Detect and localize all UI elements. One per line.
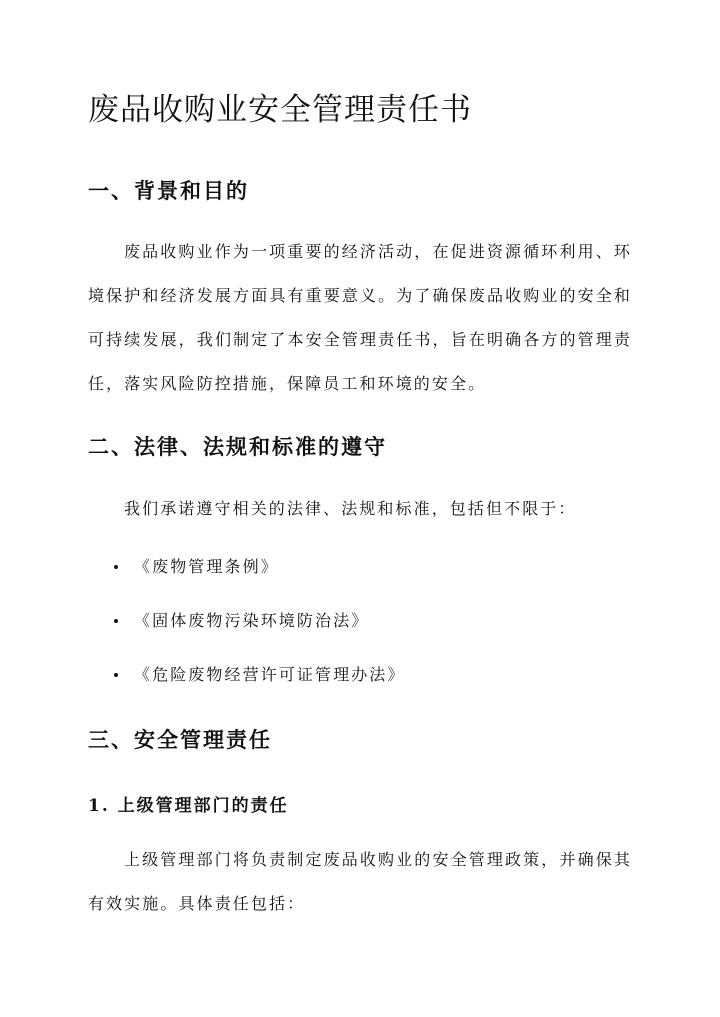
subsection-heading-authority: 1. 上级管理部门的责任 bbox=[88, 796, 289, 816]
bullet-icon bbox=[114, 619, 118, 623]
document-title: 废品收购业安全管理责任书 bbox=[88, 92, 472, 128]
section-heading-compliance: 二、法律、法规和标准的遵守 bbox=[88, 434, 387, 459]
subsection-paragraph-authority: 上级管理部门将负责制定废品收购业的安全管理政策，并确保其有效实施。具体责任包括： bbox=[88, 850, 632, 913]
section-heading-responsibility: 三、安全管理责任 bbox=[88, 727, 272, 752]
section-heading-background: 一、背景和目的 bbox=[88, 178, 249, 203]
section-paragraph-background: 废品收购业作为一项重要的经济活动，在促进资源循环利用、环境保护和经济发展方面具有重要意义。为了确保废品收购业的安全和可持续发展，我们制定了本安全管理责任书，旨在明确各方的管理责任，落实风险防控措施，保障员工和环境的安全。 bbox=[88, 242, 632, 393]
section-paragraph-compliance: 我们承诺遵守相关的法律、法规和标准，包括但不限于： bbox=[124, 499, 577, 518]
list-item-text: 《固体废物污染环境防治法》 bbox=[134, 611, 370, 630]
bullet-icon bbox=[114, 565, 118, 569]
list-item-text: 《废物管理条例》 bbox=[134, 557, 279, 576]
list-item-text: 《危险废物经营许可证管理办法》 bbox=[134, 665, 406, 684]
bullet-icon bbox=[114, 673, 118, 677]
